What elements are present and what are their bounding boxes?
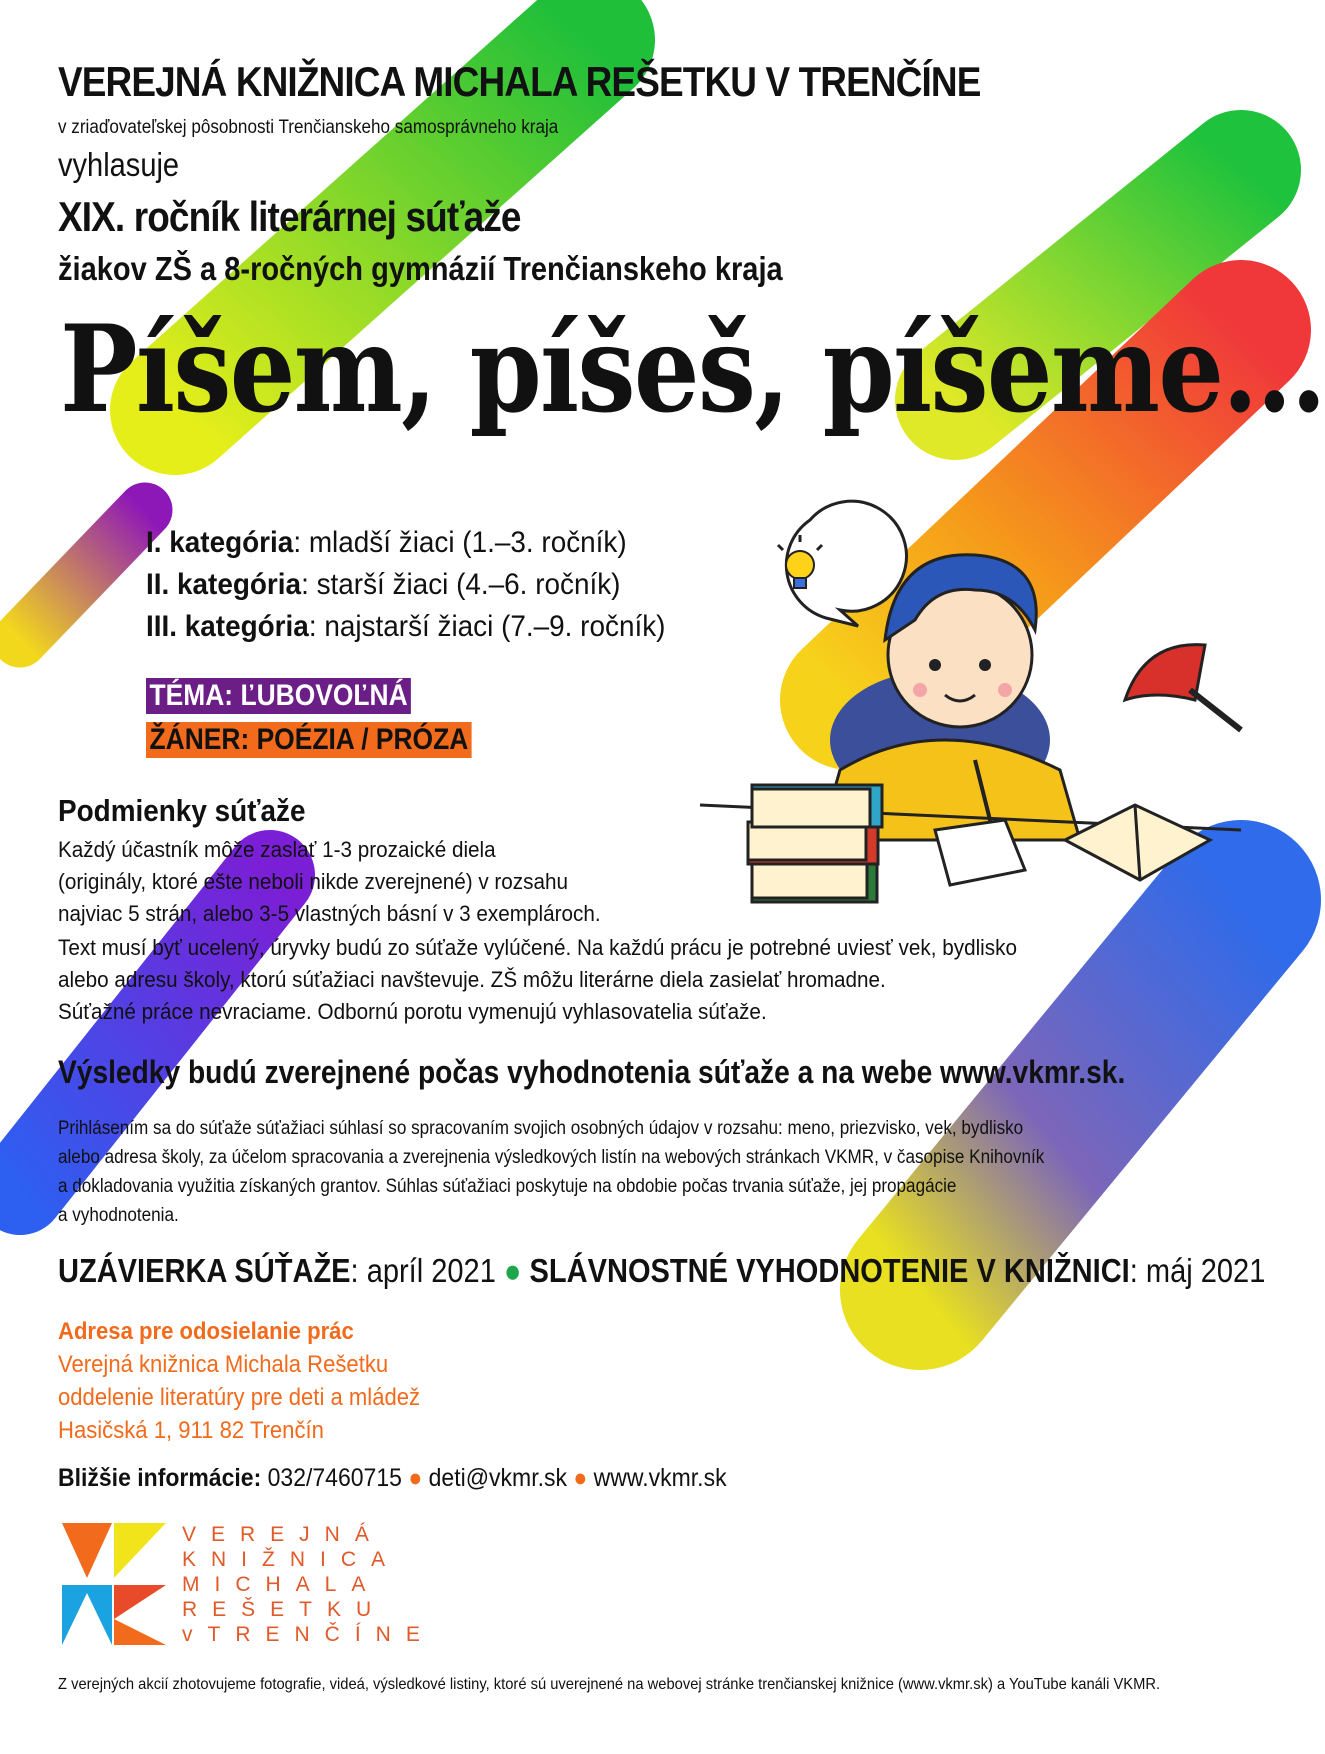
conditions-line: Súťažné práce nevraciame. Odbornú porotu vymenujú vyhlasovatelia súťaže. — [58, 999, 767, 1024]
vkmr-logo-icon — [62, 1523, 166, 1645]
bullet-icon: ● — [573, 1464, 588, 1492]
category-2-desc: : starší žiaci (4.–6. ročník) — [301, 568, 621, 601]
deadline-row — [58, 1252, 1265, 1290]
address-line: Verejná knižnica Michala Rešetku — [58, 1351, 389, 1378]
conditions-line: Text musí byť ucelený, úryvky budú zo súťaže vylúčené. Na každú prácu je potrebné uviesť vek, bydlisko — [58, 935, 1017, 960]
category-1-desc: : mladší žiaci (1.–3. ročník) — [293, 526, 627, 559]
bullet-icon: ● — [408, 1464, 423, 1492]
genre-tag: ŽÁNER: POÉZIA / PRÓZA — [146, 722, 472, 758]
conditions-line: (originály, ktoré ešte neboli nikde zverejnené) v rozsahu — [58, 869, 568, 894]
library-name: VEREJNÁ KNIŽNICA MICHALA REŠETKU V TRENČÍNE — [58, 58, 981, 105]
category-3-name: III. kategória — [146, 610, 309, 643]
consent-line: a vyhodnotenia. — [58, 1205, 179, 1226]
footer-note: Z verejných akcií zhotovujeme fotografie, videá, výsledkové listiny, ktoré sú uverejnené na webovej stránke trenčianskej knižnice (www.vkmr.sk) a YouTube kanáli VKMR. — [58, 1676, 1161, 1693]
conditions-line: najviac 5 strán, alebo 3-5 vlastných básní v 3 exemplároch. — [58, 901, 601, 926]
conditions-heading: Podmienky súťaže — [58, 793, 306, 828]
logo-wordmark: VEREJNÁ KNIŽNICA MICHALA REŠETKU vTRENČÍNE — [182, 1523, 435, 1646]
website: www.vkmr.sk — [587, 1464, 727, 1492]
category-3-desc: : najstarší žiaci (7.–9. ročník) — [308, 610, 666, 643]
category-1 — [146, 526, 627, 560]
info-label: Bližšie informácie: — [58, 1464, 262, 1492]
category-2-name: II. kategória — [146, 568, 302, 601]
conditions-line: Každý účastník môže zaslať 1-3 prozaické diela — [58, 837, 496, 862]
audience-text: žiakov ZŠ a 8-ročných gymnázií Trenčianskeho kraja — [58, 250, 783, 287]
category-3 — [146, 610, 665, 644]
contest-title: Píšem, píšeš, píšeme... — [60, 299, 1325, 440]
ceremony-value: : máj 2021 — [1129, 1252, 1266, 1289]
phone-number: 032/7460715 — [261, 1464, 409, 1492]
contact-info-row — [58, 1464, 727, 1493]
address-line: Hasičská 1, 911 82 Trenčín — [58, 1417, 324, 1444]
edition-heading: XIX. ročník literárnej súťaže — [58, 193, 521, 240]
theme-tag: TÉMA: ĽUBOVOĽNÁ — [146, 678, 411, 714]
category-2 — [146, 568, 620, 602]
deadline-value: : apríl 2021 — [350, 1252, 504, 1289]
ceremony-label: SLÁVNOSTNÉ VYHODNOTENIE V KNIŽNICI — [521, 1252, 1130, 1289]
address-heading: Adresa pre odosielanie prác — [58, 1318, 354, 1345]
consent-line: alebo adresa školy, za účelom spracovania a zverejnenia výsledkových listín na webových stránkach VKMR, v časopise Knihovník — [58, 1147, 1045, 1168]
deadline-label: UZÁVIERKA SÚŤAŽE — [58, 1252, 351, 1289]
address-line: oddelenie literatúry pre deti a mládež — [58, 1384, 421, 1411]
consent-line: Prihlásením sa do súťaže súťažiaci súhlasí so spracovaním svojich osobných údajov v rozsahu: meno, priezvisko, vek, bydlisko — [58, 1118, 1024, 1139]
conditions-line: alebo adresu školy, ktorú súťažiaci navštevuje. ZŠ môžu literárne diela zasielať hromadne. — [58, 967, 886, 992]
email-address: deti@vkmr.sk — [422, 1464, 574, 1492]
bullet-icon: ● — [503, 1252, 522, 1289]
consent-line: a dokladovania využitia získaných grantov. Súhlas súťažiaci poskytuje na obdobie počas trvania súťaže, jej propagácie — [58, 1176, 957, 1197]
results-notice: Výsledky budú zverejnené počas vyhodnotenia súťaže a na webe www.vkmr.sk. — [58, 1054, 1126, 1090]
category-1-name: I. kategória — [146, 526, 294, 559]
announce-text: vyhlasuje — [58, 146, 180, 183]
library-subtitle: v zriaďovateľskej pôsobnosti Trenčianskeho samosprávneho kraja — [58, 117, 559, 138]
